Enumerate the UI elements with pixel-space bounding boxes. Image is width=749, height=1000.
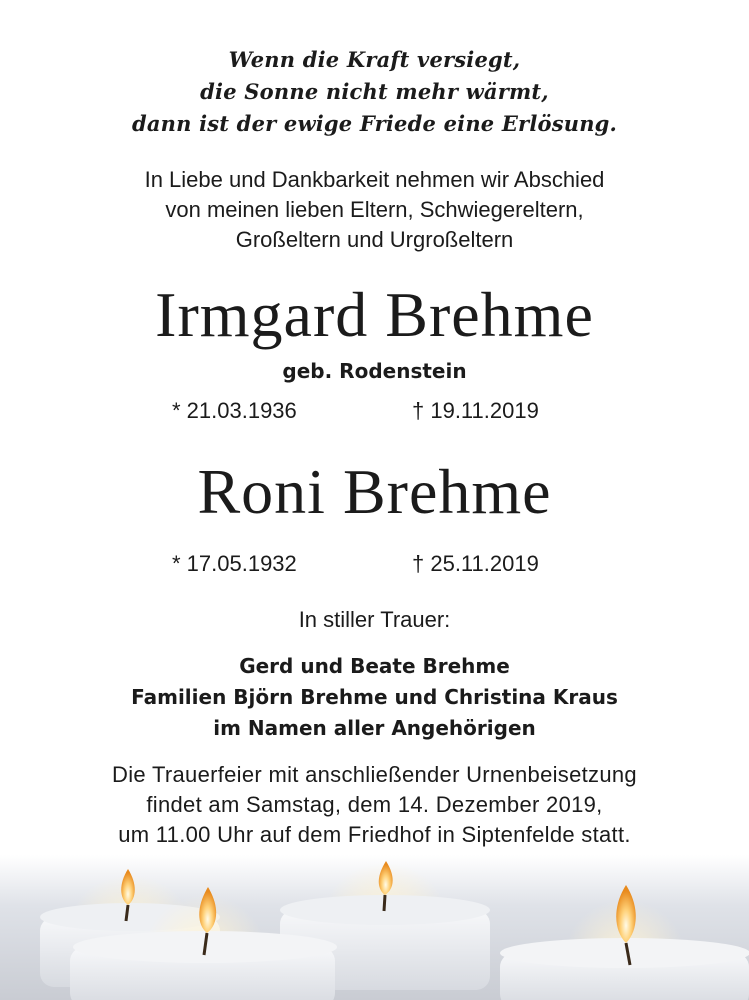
mourning-heading: In stiller Trauer:: [298, 607, 451, 632]
poem-line: die Sonne nicht mehr wärmt,: [200, 79, 549, 104]
ceremony-line: findet am Samstag, dem 14. Dezember 2019,: [146, 792, 603, 817]
life-dates-irmgard: [0, 396, 749, 426]
ceremony-line: Die Trauerfeier mit anschließender Urnenbeisetzung: [112, 762, 637, 787]
intro-text: [0, 165, 749, 255]
death-date: † 25.11.2019: [412, 551, 539, 576]
ceremony-line: um 11.00 Uhr auf dem Friedhof in Siptenfelde statt.: [118, 822, 631, 847]
candles-image: [0, 855, 749, 1000]
deceased-name-irmgard: Irmgard Brehme: [155, 279, 594, 350]
birth-name: geb. Rodenstein: [282, 359, 467, 383]
intro-line: von meinen lieben Eltern, Schwiegereltern,: [165, 197, 584, 222]
birth-date: * 17.05.1932: [172, 551, 297, 576]
poem-line: dann ist der ewige Friede eine Erlösung.: [131, 111, 618, 136]
ceremony-info: [0, 760, 749, 850]
poem: [0, 44, 749, 140]
candles-illustration: [0, 855, 749, 1000]
mourner-line: Gerd und Beate Brehme: [239, 654, 510, 678]
poem-line: Wenn die Kraft versiegt,: [228, 47, 521, 72]
mourner-line: Familien Björn Brehme und Christina Kraus: [131, 685, 618, 709]
deceased-name-roni: Roni Brehme: [197, 456, 552, 527]
mourner-line: im Namen aller Angehörigen: [213, 716, 536, 740]
death-date: † 19.11.2019: [412, 398, 539, 423]
intro-line: Großeltern und Urgroßeltern: [235, 227, 514, 252]
intro-line: In Liebe und Dankbarkeit nehmen wir Abschied: [144, 167, 605, 192]
life-dates-roni: [0, 549, 749, 579]
mourners-list: [0, 651, 749, 744]
birth-date: * 21.03.1936: [172, 398, 297, 423]
